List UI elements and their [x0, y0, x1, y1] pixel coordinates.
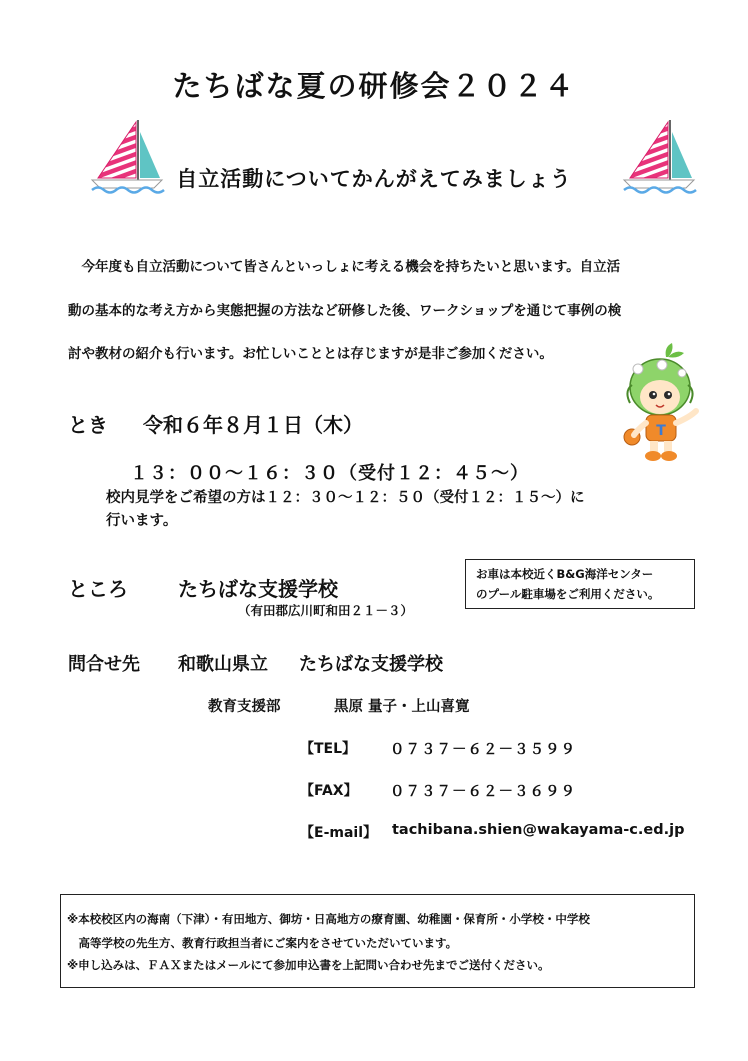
page-title: たちばな夏の研修会２０２４: [172, 69, 576, 103]
intro-line-2: 動の基本的な考え方から実態把握の方法など研修した後、ワークショップを通じて事例の検: [68, 303, 622, 319]
venue-address: （有田郡広川町和田２１－３）: [238, 603, 414, 618]
where-label: ところ: [68, 577, 128, 601]
sailboat-icon-right: [620, 118, 698, 196]
subtitle: 自立活動についてかんがえてみましょう: [176, 167, 572, 191]
tour-note-line-1: 校内見学をご希望の方は１２：３０～１２：５０（受付１２：１５～）に: [106, 490, 585, 506]
event-time: １３：００～１６：３０（受付１２：４５～）: [130, 463, 529, 484]
tour-note-line-2: 行います。: [106, 513, 178, 529]
email-address[interactable]: tachibana.shien@wakayama-c.ed.jp: [392, 822, 685, 838]
footer-note-line-3: ※申し込みは、ＦＡＸまたはメールにて参加申込書を上記問い合わせ先までご送付ください。: [67, 958, 550, 972]
intro-line-3: 討や教材の紹介も行います。お忙しいこととは存じますが是非ご参加ください。: [68, 346, 553, 362]
parking-note-box: [465, 559, 695, 609]
when-label: とき: [68, 413, 108, 437]
parking-note-line-2: のプール駐車場をご利用ください。: [476, 587, 660, 601]
venue-name: たちばな支援学校: [178, 577, 338, 601]
footer-notes-box: [60, 894, 695, 988]
email-label: 【E-mail】: [300, 825, 378, 841]
contact-label: 問合せ先: [68, 654, 140, 675]
intro-line-1: 今年度も自立活動について皆さんといっしょに考える機会を持ちたいと思います。自立活: [68, 259, 621, 275]
tel-label: 【TEL】: [300, 741, 357, 757]
tel-number: ０７３７－６２－３５９９: [390, 742, 576, 758]
footer-note-line-1: ※本校校区内の海南（下津）・有田地方、御坊・日高地方の療育園、幼稚園・保育所・小学校・中学校: [67, 912, 590, 926]
contact-school-name: たちばな支援学校: [299, 654, 443, 675]
fax-label: 【FAX】: [300, 783, 358, 799]
fax-number: ０７３７－６２－３６９９: [390, 784, 576, 800]
footer-note-line-2: 高等学校の先生方、教育行政担当者にご案内をさせていただいています。: [67, 936, 458, 950]
parking-note-line-1: お車は本校近くB&G海洋センター: [476, 567, 654, 581]
event-date: 令和６年８月１日（木）: [143, 413, 363, 437]
svg-text:T: T: [656, 423, 666, 439]
contact-department: 教育支援部: [208, 699, 281, 715]
contact-staff: 黒原 量子・上山喜寛: [334, 699, 470, 715]
contact-org: 和歌山県立: [178, 654, 268, 675]
mascot-illustration: [616, 343, 708, 465]
